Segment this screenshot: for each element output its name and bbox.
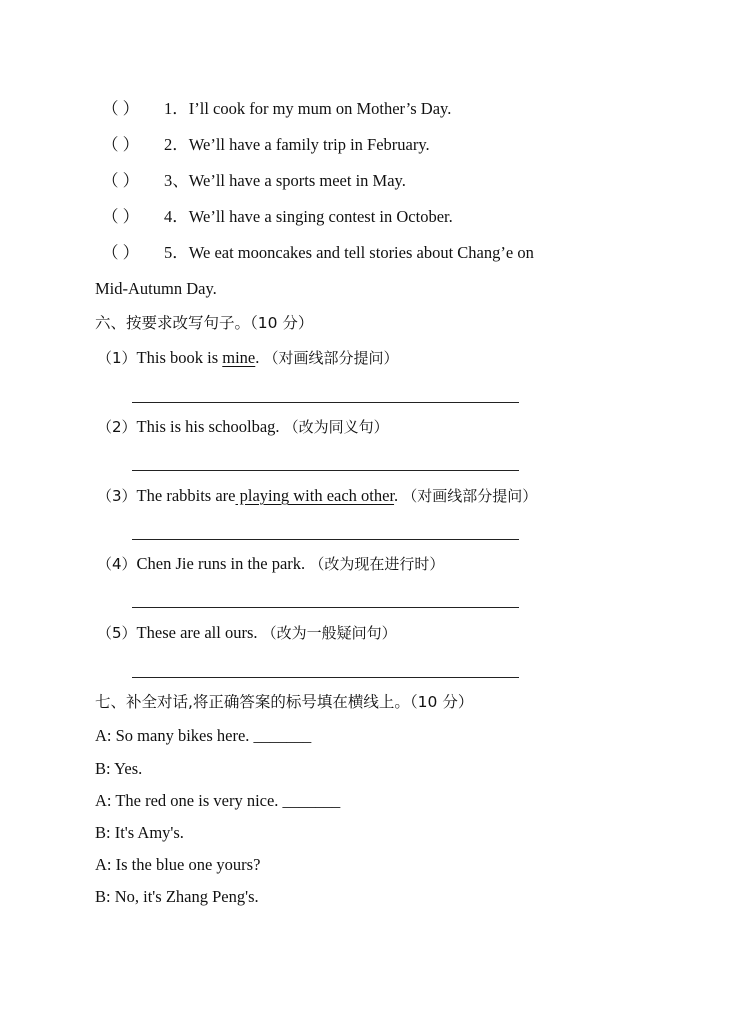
question-row: [0, 99, 451, 119]
question-row: [0, 243, 534, 263]
question-text: We’ll have a sports meet in May.: [188, 171, 406, 190]
answer-line[interactable]: [132, 539, 519, 540]
question-number: 5．: [164, 243, 189, 262]
answer-line[interactable]: [132, 470, 519, 471]
answer-blank[interactable]: （ ）: [102, 99, 140, 118]
dialogue-line: A: Is the blue one yours?: [95, 855, 261, 874]
question-text-continued: Mid-Autumn Day.: [95, 279, 217, 298]
sentence-before: Chen Jie runs in the park.: [136, 554, 310, 573]
dialogue-line: B: No, it's Zhang Peng's.: [95, 887, 259, 906]
dialogue-line: A: So many bikes here. _______: [95, 726, 312, 745]
dialogue-line: A: The red one is very nice. _______: [95, 791, 341, 810]
instruction: （改为同义句）: [283, 418, 389, 436]
sentence-after: .: [394, 486, 403, 505]
instruction: （改为一般疑问句）: [261, 624, 397, 642]
answer-blank[interactable]: （ ）: [102, 171, 140, 190]
underlined-part: mine: [222, 348, 256, 367]
instruction: （对画线部分提问）: [263, 349, 399, 367]
sentence-before: These are all ours.: [136, 623, 262, 642]
section-heading: 七、补全对话,将正确答案的标号填在横线上。（10 分）: [95, 693, 474, 711]
item-number: （2）: [97, 418, 137, 436]
underlined-part: playing with each other: [235, 486, 395, 505]
rewrite-item: [97, 417, 389, 437]
item-number: （1）: [97, 349, 137, 367]
dialogue-line: B: Yes.: [95, 759, 143, 778]
sentence-after: .: [255, 348, 264, 367]
item-number: （4）: [97, 555, 137, 573]
rewrite-item: [97, 486, 537, 506]
answer-line[interactable]: [132, 677, 519, 678]
item-number: （3）: [97, 487, 137, 505]
answer-line[interactable]: [132, 607, 519, 608]
item-number: （5）: [97, 624, 137, 642]
question-text: We’ll have a singing contest in October.: [188, 207, 453, 226]
question-text: We eat mooncakes and tell stories about Chang’e on: [188, 243, 534, 262]
rewrite-item: [97, 554, 444, 574]
question-number: 4．: [164, 207, 189, 226]
rewrite-item: [97, 623, 397, 643]
question-row: [0, 207, 453, 227]
answer-blank[interactable]: （ ）: [102, 243, 140, 262]
question-number: 3、: [164, 171, 189, 190]
question-text: I’ll cook for my mum on Mother’s Day.: [188, 99, 452, 118]
instruction: （对画线部分提问）: [402, 487, 538, 505]
section-heading: 六、按要求改写句子。（10 分）: [95, 314, 314, 332]
question-row: [0, 171, 406, 191]
answer-blank[interactable]: （ ）: [102, 207, 140, 226]
question-number: 2．: [164, 135, 189, 154]
sentence-before: This book is: [136, 348, 223, 367]
instruction: （改为现在进行时）: [309, 555, 445, 573]
answer-blank[interactable]: （ ）: [102, 135, 140, 154]
dialogue-line: B: It's Amy's.: [95, 823, 184, 842]
sentence-before: The rabbits are: [136, 486, 236, 505]
answer-line[interactable]: [132, 402, 519, 403]
sentence-before: This is his schoolbag.: [136, 417, 284, 436]
rewrite-item: [97, 348, 399, 368]
question-number: 1．: [164, 99, 189, 118]
question-text: We’ll have a family trip in February.: [188, 135, 430, 154]
question-row: [0, 135, 430, 155]
